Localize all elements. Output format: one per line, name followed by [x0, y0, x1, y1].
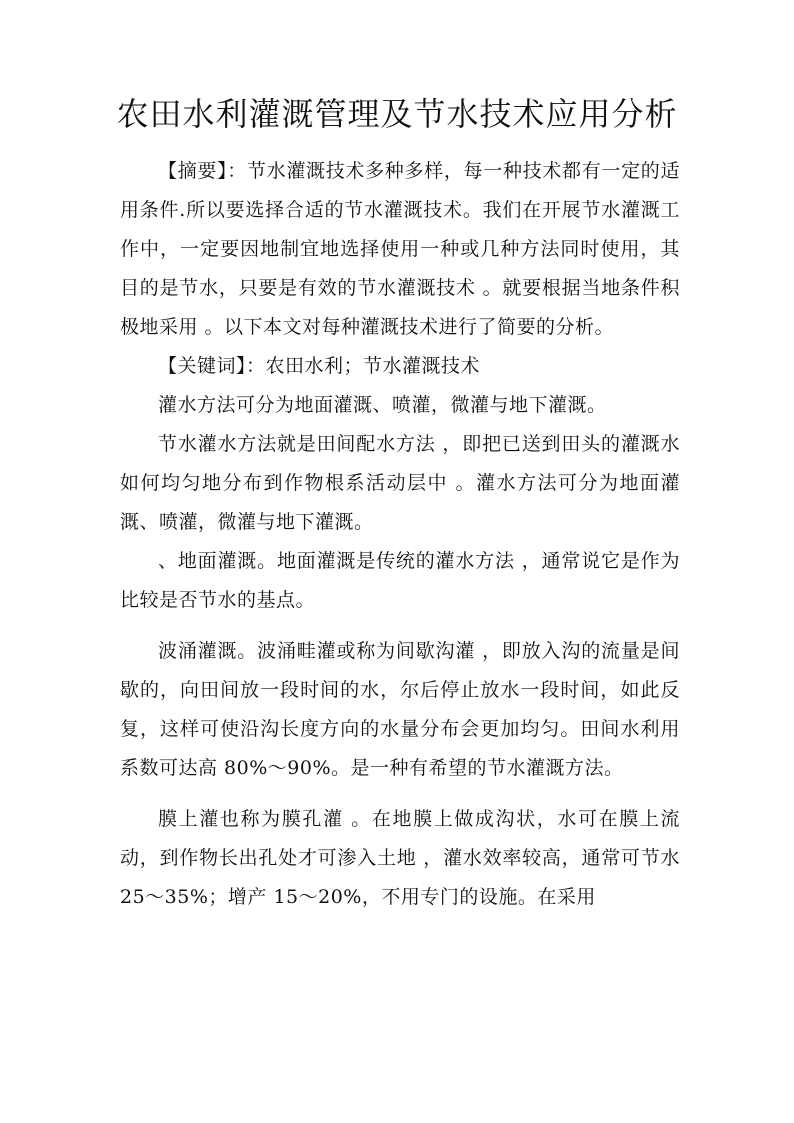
abstract-text: ：节水灌溉技术多种多样，每一种技术都有一定的适用条件.所以要选择合适的节水灌溉技术。我们在开展节水灌溉工作中，一定要因地制宜地选择使用一种或几种方法同时使用，其目的是节水，只要是有效的节水灌溉技术 。就要根据当地条件积极地采用 。以下本文对每种灌溉技术进行了简要的分析。 — [120, 160, 680, 338]
abstract-paragraph — [120, 152, 680, 347]
body-paragraph: 波涌灌溉。波涌畦灌或称为间歇沟灌 ，即放入沟的流量是间歇的，向田间放一段时间的水，尔后停止放水一段时间，如此反复，这样可使沿沟长度方向的水量分布会更加均匀。田间水利用系数可达高 80%～90%。是一种有希望的节水灌溉方法。 — [120, 640, 680, 779]
document-body — [120, 152, 680, 917]
keywords-paragraph — [120, 347, 680, 386]
keywords-text: ：农田水利；节水灌溉技术 — [246, 355, 481, 377]
document-title: 农田水利灌溉管理及节水技术应用分析 — [116, 95, 678, 133]
keywords-label: 【关键词】 — [158, 355, 247, 377]
body-paragraph: 节水灌水方法就是田间配水方法 ，即把已送到田头的灌溉水如何均匀地分布到作物根系活动层中 。灌水方法可分为地面灌溉、喷灌，微灌与地下灌溉。 — [120, 433, 680, 533]
body-paragraph: 、地面灌溉。地面灌溉是传统的灌水方法 ，通常说它是作为比较是否节水的基点。 — [120, 550, 680, 611]
abstract-label: 【摘要】 — [158, 160, 228, 182]
body-paragraph: 灌水方法可分为地面灌溉、喷灌，微灌与地下灌溉。 — [158, 394, 607, 416]
body-paragraph: 膜上灌也称为膜孔灌 。在地膜上做成沟状，水可在膜上流动，到作物长出孔处才可渗入土地 ，灌水效率较高，通常可节水 25～35%；增产 15～20%，不用专门的设施。在采用 — [120, 808, 680, 908]
